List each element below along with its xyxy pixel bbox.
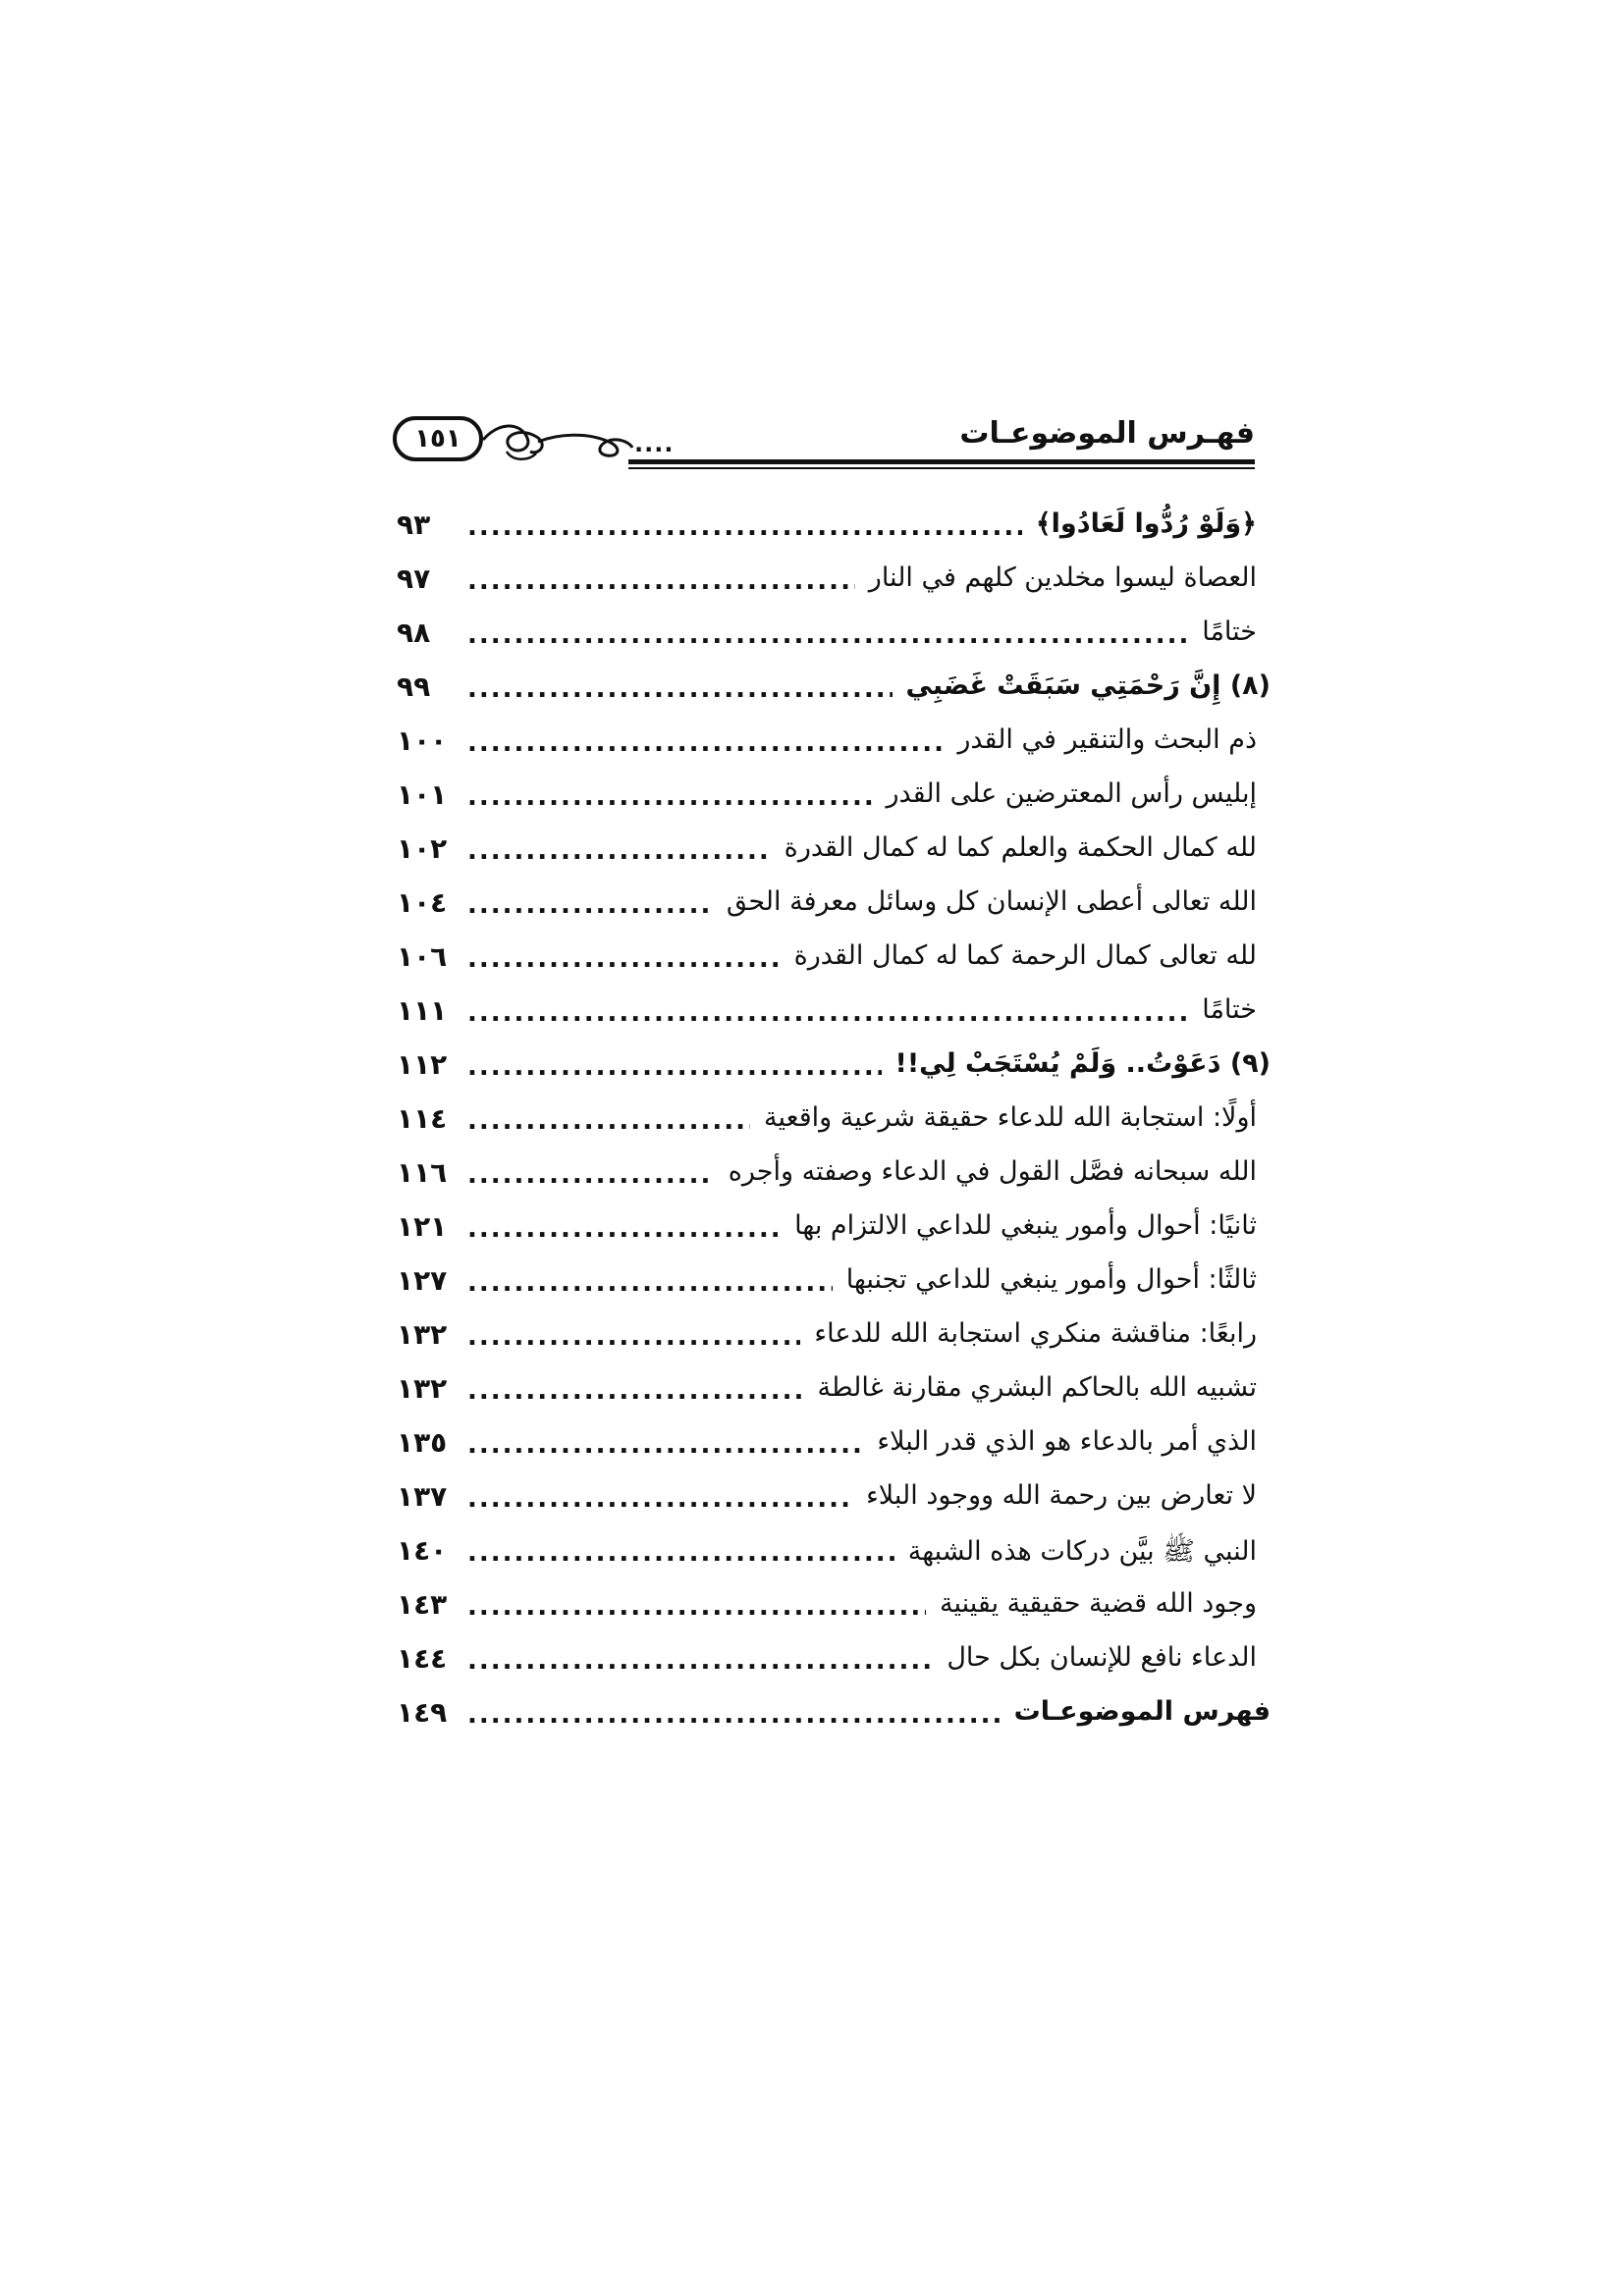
toc-entry-title: لا تعارض بين رحمة الله ووجود البلاء [866, 1480, 1257, 1511]
toc-dot-leader [467, 1538, 894, 1568]
toc-entry [397, 1528, 1257, 1582]
toc-dot-leader [467, 1376, 804, 1406]
toc-page-number: ١٣٧ [397, 1480, 448, 1513]
toc-entry [397, 1258, 1257, 1312]
toc-entry [397, 503, 1257, 557]
toc-page-number: ١٠٢ [397, 832, 448, 865]
toc-entry-title: إبليس رأس المعترضين على القدر [886, 778, 1257, 809]
toc-entry [397, 1474, 1257, 1528]
toc-entry [397, 1366, 1257, 1420]
toc-page-number: ٩٣ [397, 508, 431, 541]
page-number: ١٥١ [414, 424, 461, 454]
toc-entry [397, 988, 1257, 1042]
toc-entry-title: الله سبحانه فصَّل القول في الدعاء وصفته وأجره [728, 1156, 1257, 1187]
toc-entry-title: أولًا: استجابة الله للدعاء حقيقة شرعية واقعية [764, 1102, 1257, 1133]
toc-entry [397, 665, 1271, 719]
toc-entry [397, 881, 1257, 934]
toc-entry [397, 1042, 1271, 1096]
toc-dot-leader [467, 1322, 800, 1352]
toc-entry [397, 1204, 1257, 1258]
toc-entry [397, 1690, 1271, 1744]
toc-entry-title: لله كمال الحكمة والعلم كما له كمال القدرة [784, 832, 1257, 863]
toc-page-number: ١٣٢ [397, 1318, 448, 1351]
toc-entry-title: الذي أمر بالدعاء هو الذي قدر البلاء [877, 1426, 1257, 1457]
toc-entry-title: الله تعالى أعطى الإنسان كل وسائل معرفة الحق [726, 886, 1257, 917]
toc-dot-leader [467, 728, 944, 758]
toc-entry-title: وجود الله قضية حقيقية يقينية [940, 1588, 1257, 1619]
toc-entry-title: الدعاء نافع للإنسان بكل حال [947, 1642, 1257, 1673]
toc-dot-leader [467, 998, 1188, 1028]
toc-page-number: ١٢١ [397, 1210, 448, 1243]
toc-page-number: ١٤٠ [397, 1534, 448, 1567]
toc-entry [397, 934, 1257, 988]
flourish-icon [391, 412, 646, 471]
header-rule-thin [628, 467, 1255, 469]
toc-entry [397, 557, 1257, 611]
toc-entry [397, 827, 1257, 881]
toc-page-number: ١٣٢ [397, 1372, 448, 1405]
toc-page-number: ١٤٩ [397, 1696, 448, 1729]
page-title: فهـرس الموضوعـات [959, 416, 1255, 451]
toc-page-number: ١٠٦ [397, 940, 448, 973]
toc-page-number: ١٤٣ [397, 1588, 448, 1621]
toc-entry-title: تشبيه الله بالحاكم البشري مقارنة غالطة [817, 1372, 1257, 1403]
toc-page-number: ١٤٤ [397, 1642, 448, 1675]
toc-entry [397, 719, 1257, 773]
toc-entry-title: ذم البحث والتنقير في القدر [957, 724, 1257, 755]
toc-dot-leader [467, 782, 872, 812]
toc-section-title: (٩) دَعَوْتُ.. وَلَمْ يُسْتَجَبْ لِي!! [894, 1048, 1271, 1079]
toc-dot-leader [467, 620, 1188, 650]
toc-entry-title: لله تعالى كمال الرحمة كما له كمال القدرة [793, 940, 1257, 971]
toc-dot-leader [467, 1052, 882, 1082]
toc-entry-title: ختامًا [1202, 616, 1257, 647]
toc-dot-leader [467, 1160, 715, 1190]
toc-dot-leader [467, 890, 713, 920]
toc-section-title: فهرس الموضوعـات [1013, 1696, 1271, 1727]
toc-dot-leader [467, 566, 855, 596]
toc-entry-title: ﴿وَلَوْ رُدُّوا لَعَادُوا﴾ [1035, 508, 1257, 539]
toc-page-number: ١٠٠ [397, 724, 448, 757]
header-rule [628, 459, 1255, 464]
header-ornament [391, 412, 675, 471]
toc-dot-leader [467, 1268, 833, 1298]
toc-page-number: ١٠١ [397, 778, 448, 811]
toc-entry-title: رابعًا: مناقشة منكري استجابة الله للدعاء [814, 1318, 1257, 1349]
toc-entry [397, 1312, 1257, 1366]
toc-page-number: ٩٧ [397, 562, 431, 595]
toc-entry [397, 1420, 1257, 1474]
toc-entry-title: النبي ﷺ بيَّن دركات هذه الشبهة [907, 1536, 1257, 1567]
toc-page-number: ١١٤ [397, 1102, 448, 1135]
toc-entry-title: ختامًا [1202, 994, 1257, 1025]
toc-page-number: ١١٢ [397, 1048, 448, 1081]
toc-dot-leader [467, 1592, 926, 1622]
toc-page-number: ١١٦ [397, 1156, 448, 1189]
toc-page-number: ١٢٧ [397, 1264, 448, 1297]
toc-entry-title: ثانيًا: أحوال وأمور ينبغي للداعي الالتزام بها [794, 1210, 1257, 1241]
toc-dot-leader [467, 1646, 933, 1676]
toc-dot-leader [467, 1700, 1001, 1730]
toc-entry-title: ثالثًا: أحوال وأمور ينبغي للداعي تجنبها [845, 1264, 1257, 1295]
toc-page-number: ١٠٤ [397, 886, 448, 919]
toc-page-number: ١٣٥ [397, 1426, 448, 1459]
toc-entry [397, 1096, 1257, 1150]
toc-entry [397, 611, 1257, 665]
toc-dot-leader [467, 674, 893, 704]
toc-section-title: (٨) إِنَّ رَحْمَتِي سَبَقَتْ غَضَبِي [905, 670, 1271, 701]
toc-dot-leader [467, 1484, 852, 1514]
toc-dot-leader [467, 944, 781, 974]
toc-entry [397, 1582, 1257, 1636]
toc-page-number: ٩٨ [397, 616, 431, 649]
toc-page-number: ٩٩ [397, 670, 431, 703]
toc-dot-leader [467, 836, 771, 866]
toc-entry [397, 1150, 1257, 1204]
toc-entry [397, 1636, 1257, 1690]
table-of-contents [397, 503, 1271, 1744]
toc-dot-leader [467, 1430, 863, 1460]
header-dots: .... [634, 430, 675, 457]
toc-entry-title: العصاة ليسوا مخلدين كلهم في النار [868, 562, 1257, 593]
toc-entry [397, 773, 1257, 827]
toc-dot-leader [467, 1214, 781, 1244]
toc-dot-leader [467, 512, 1022, 542]
toc-dot-leader [467, 1106, 750, 1136]
toc-page-number: ١١١ [397, 994, 448, 1027]
